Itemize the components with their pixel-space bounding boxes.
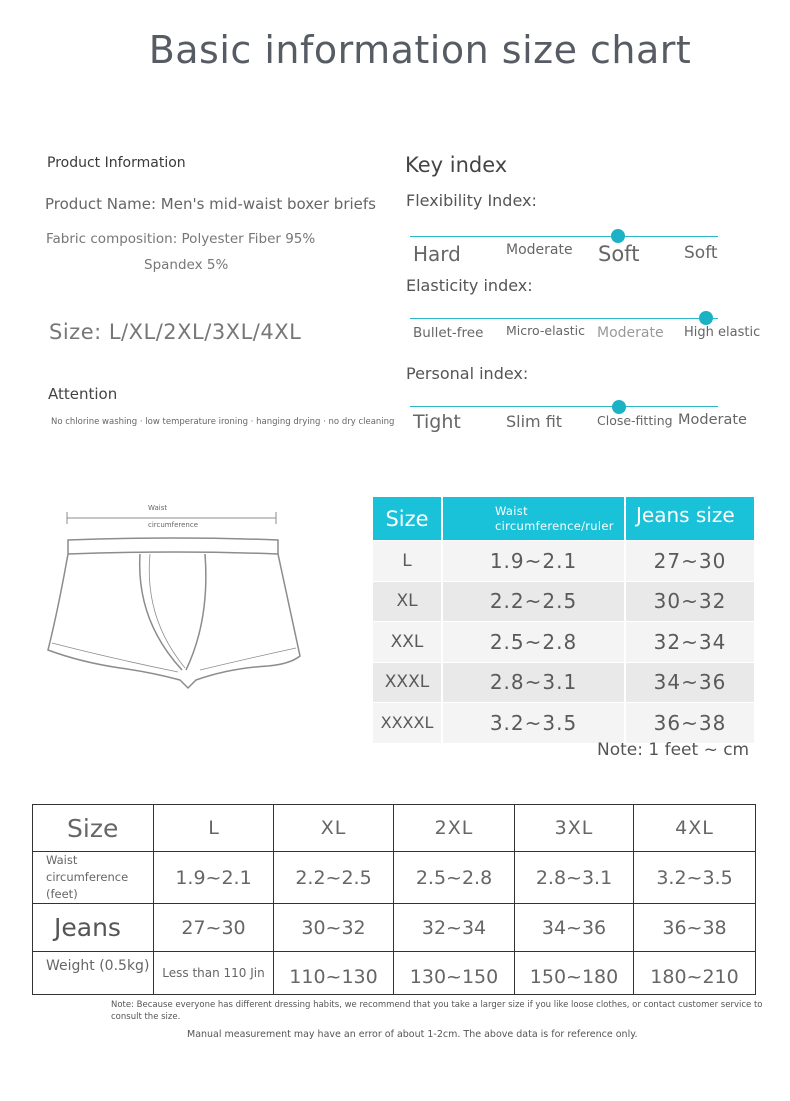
flexibility-mark-hard: Hard [413, 242, 461, 266]
circumference-label: circumference [148, 521, 199, 529]
grid-cell: 32~34 [394, 904, 515, 952]
grid-label-jeans: Jeans [33, 904, 154, 952]
grid-cell: XL [274, 805, 394, 852]
size-table-header [373, 497, 754, 540]
personal-mark-slim-fit: Slim fit [506, 412, 563, 431]
available-sizes: Size: L/XL/2XL/3XL/4XL [49, 320, 302, 344]
table-row [373, 702, 754, 743]
waist-cell: 2.5~2.8 [443, 622, 626, 662]
personal-marker [612, 400, 626, 414]
table-row [33, 952, 756, 995]
grid-label-size: Size [33, 805, 154, 852]
grid-label-weight: Weight (0.5kg) [33, 952, 154, 995]
size-cell: XXXL [373, 663, 443, 703]
table-row [373, 581, 754, 622]
grid-cell: 2.8~3.1 [515, 852, 634, 904]
flexibility-mark-moderate: Moderate [506, 242, 573, 258]
elasticity-mark-bullet-free: Bullet-free [413, 325, 484, 341]
grid-cell: 3.2~3.5 [634, 852, 756, 904]
grid-cell: 3XL [515, 805, 634, 852]
grid-cell: 4XL [634, 805, 756, 852]
table-row [33, 805, 756, 852]
size-cell: XXL [373, 622, 443, 662]
grid-cell: 180~210 [634, 952, 756, 995]
footer-note: Note: Because everyone has different dressing habits, we recommend that you take a larger size if you like loose clothes, or contact customer service to consult the size. [111, 1000, 763, 1022]
grid-cell: 27~30 [154, 904, 274, 952]
product-name: Product Name: Men's mid-waist boxer briefs [45, 195, 376, 213]
personal-mark-moderate: Moderate [678, 412, 747, 428]
boxer-briefs-diagram [40, 500, 310, 695]
flexibility-track [410, 236, 718, 237]
elasticity-index-label: Elasticity index: [406, 276, 533, 295]
personal-index-label: Personal index: [406, 364, 529, 383]
table-row [33, 904, 756, 952]
jeans-cell: 27~30 [653, 548, 727, 573]
fabric-composition-spandex: Spandex 5% [144, 257, 229, 273]
waist-cell: 2.8~3.1 [443, 663, 626, 703]
grid-cell: 2.2~2.5 [274, 852, 394, 904]
grid-cell: L [154, 805, 274, 852]
grid-cell: 2XL [394, 805, 515, 852]
grid-cell: 150~180 [515, 952, 634, 995]
personal-mark-tight: Tight [413, 411, 461, 433]
personal-track [410, 406, 718, 407]
table-row [373, 662, 754, 703]
footer-disclaimer: Manual measurement may have an error of about 1-2cm. The above data is for reference only. [187, 1029, 638, 1040]
waist-cell: 2.2~2.5 [443, 582, 626, 622]
waist-label: Waist [148, 504, 168, 512]
elasticity-mark-moderate: Moderate [597, 325, 664, 341]
grid-cell: 1.9~2.1 [154, 852, 274, 904]
page-title: Basic information size chart [148, 28, 692, 72]
flexibility-mark-soft-selected: Soft [598, 242, 640, 266]
jeans-cell: 32~34 [653, 629, 727, 654]
jeans-cell: 30~32 [653, 589, 727, 614]
table-row [373, 540, 754, 581]
flexibility-marker [611, 229, 625, 243]
size-grid-table [32, 804, 756, 995]
care-instructions: No chlorine washing · low temperature ironing · hanging drying · no dry cleaning [51, 417, 395, 427]
elasticity-track [410, 318, 718, 319]
personal-mark-close-fitting: Close-fitting [597, 413, 673, 428]
jeans-cell: 34~36 [653, 670, 727, 695]
table-row [373, 621, 754, 662]
elasticity-mark-micro-elastic: Micro-elastic [506, 323, 585, 338]
grid-cell: 130~150 [394, 952, 515, 995]
grid-cell: 2.5~2.8 [394, 852, 515, 904]
size-cell: XXXXL [373, 703, 443, 743]
attention-heading: Attention [48, 385, 118, 403]
grid-cell: Less than 110 Jin [154, 952, 274, 995]
grid-cell: 34~36 [515, 904, 634, 952]
waist-cell: 3.2~3.5 [443, 703, 626, 743]
fabric-composition: Fabric composition: Polyester Fiber 95% [46, 231, 316, 247]
grid-cell: 110~130 [274, 952, 394, 995]
size-cell: L [373, 541, 443, 581]
header-size: Size [373, 497, 443, 540]
product-info-heading: Product Information [47, 155, 186, 171]
grid-cell: 30~32 [274, 904, 394, 952]
table-row [33, 852, 756, 904]
size-cell: XL [373, 582, 443, 622]
flexibility-mark-soft: Soft [684, 243, 718, 263]
key-index-title: Key index [405, 153, 508, 177]
flexibility-index-label: Flexibility Index: [406, 191, 537, 210]
unit-note: Note: 1 feet ~ cm [597, 740, 750, 760]
size-table [373, 497, 754, 743]
jeans-cell: 36~38 [653, 710, 727, 735]
grid-label-waist: Waist circumference (feet) [33, 852, 154, 904]
elasticity-marker [699, 311, 713, 325]
elasticity-mark-high-elastic: High elastic [684, 325, 761, 340]
header-jeans: Jeans size [636, 502, 735, 527]
header-waist: Waist circumference/ruler [443, 497, 626, 540]
grid-cell: 36~38 [634, 904, 756, 952]
waist-cell: 1.9~2.1 [443, 541, 626, 581]
